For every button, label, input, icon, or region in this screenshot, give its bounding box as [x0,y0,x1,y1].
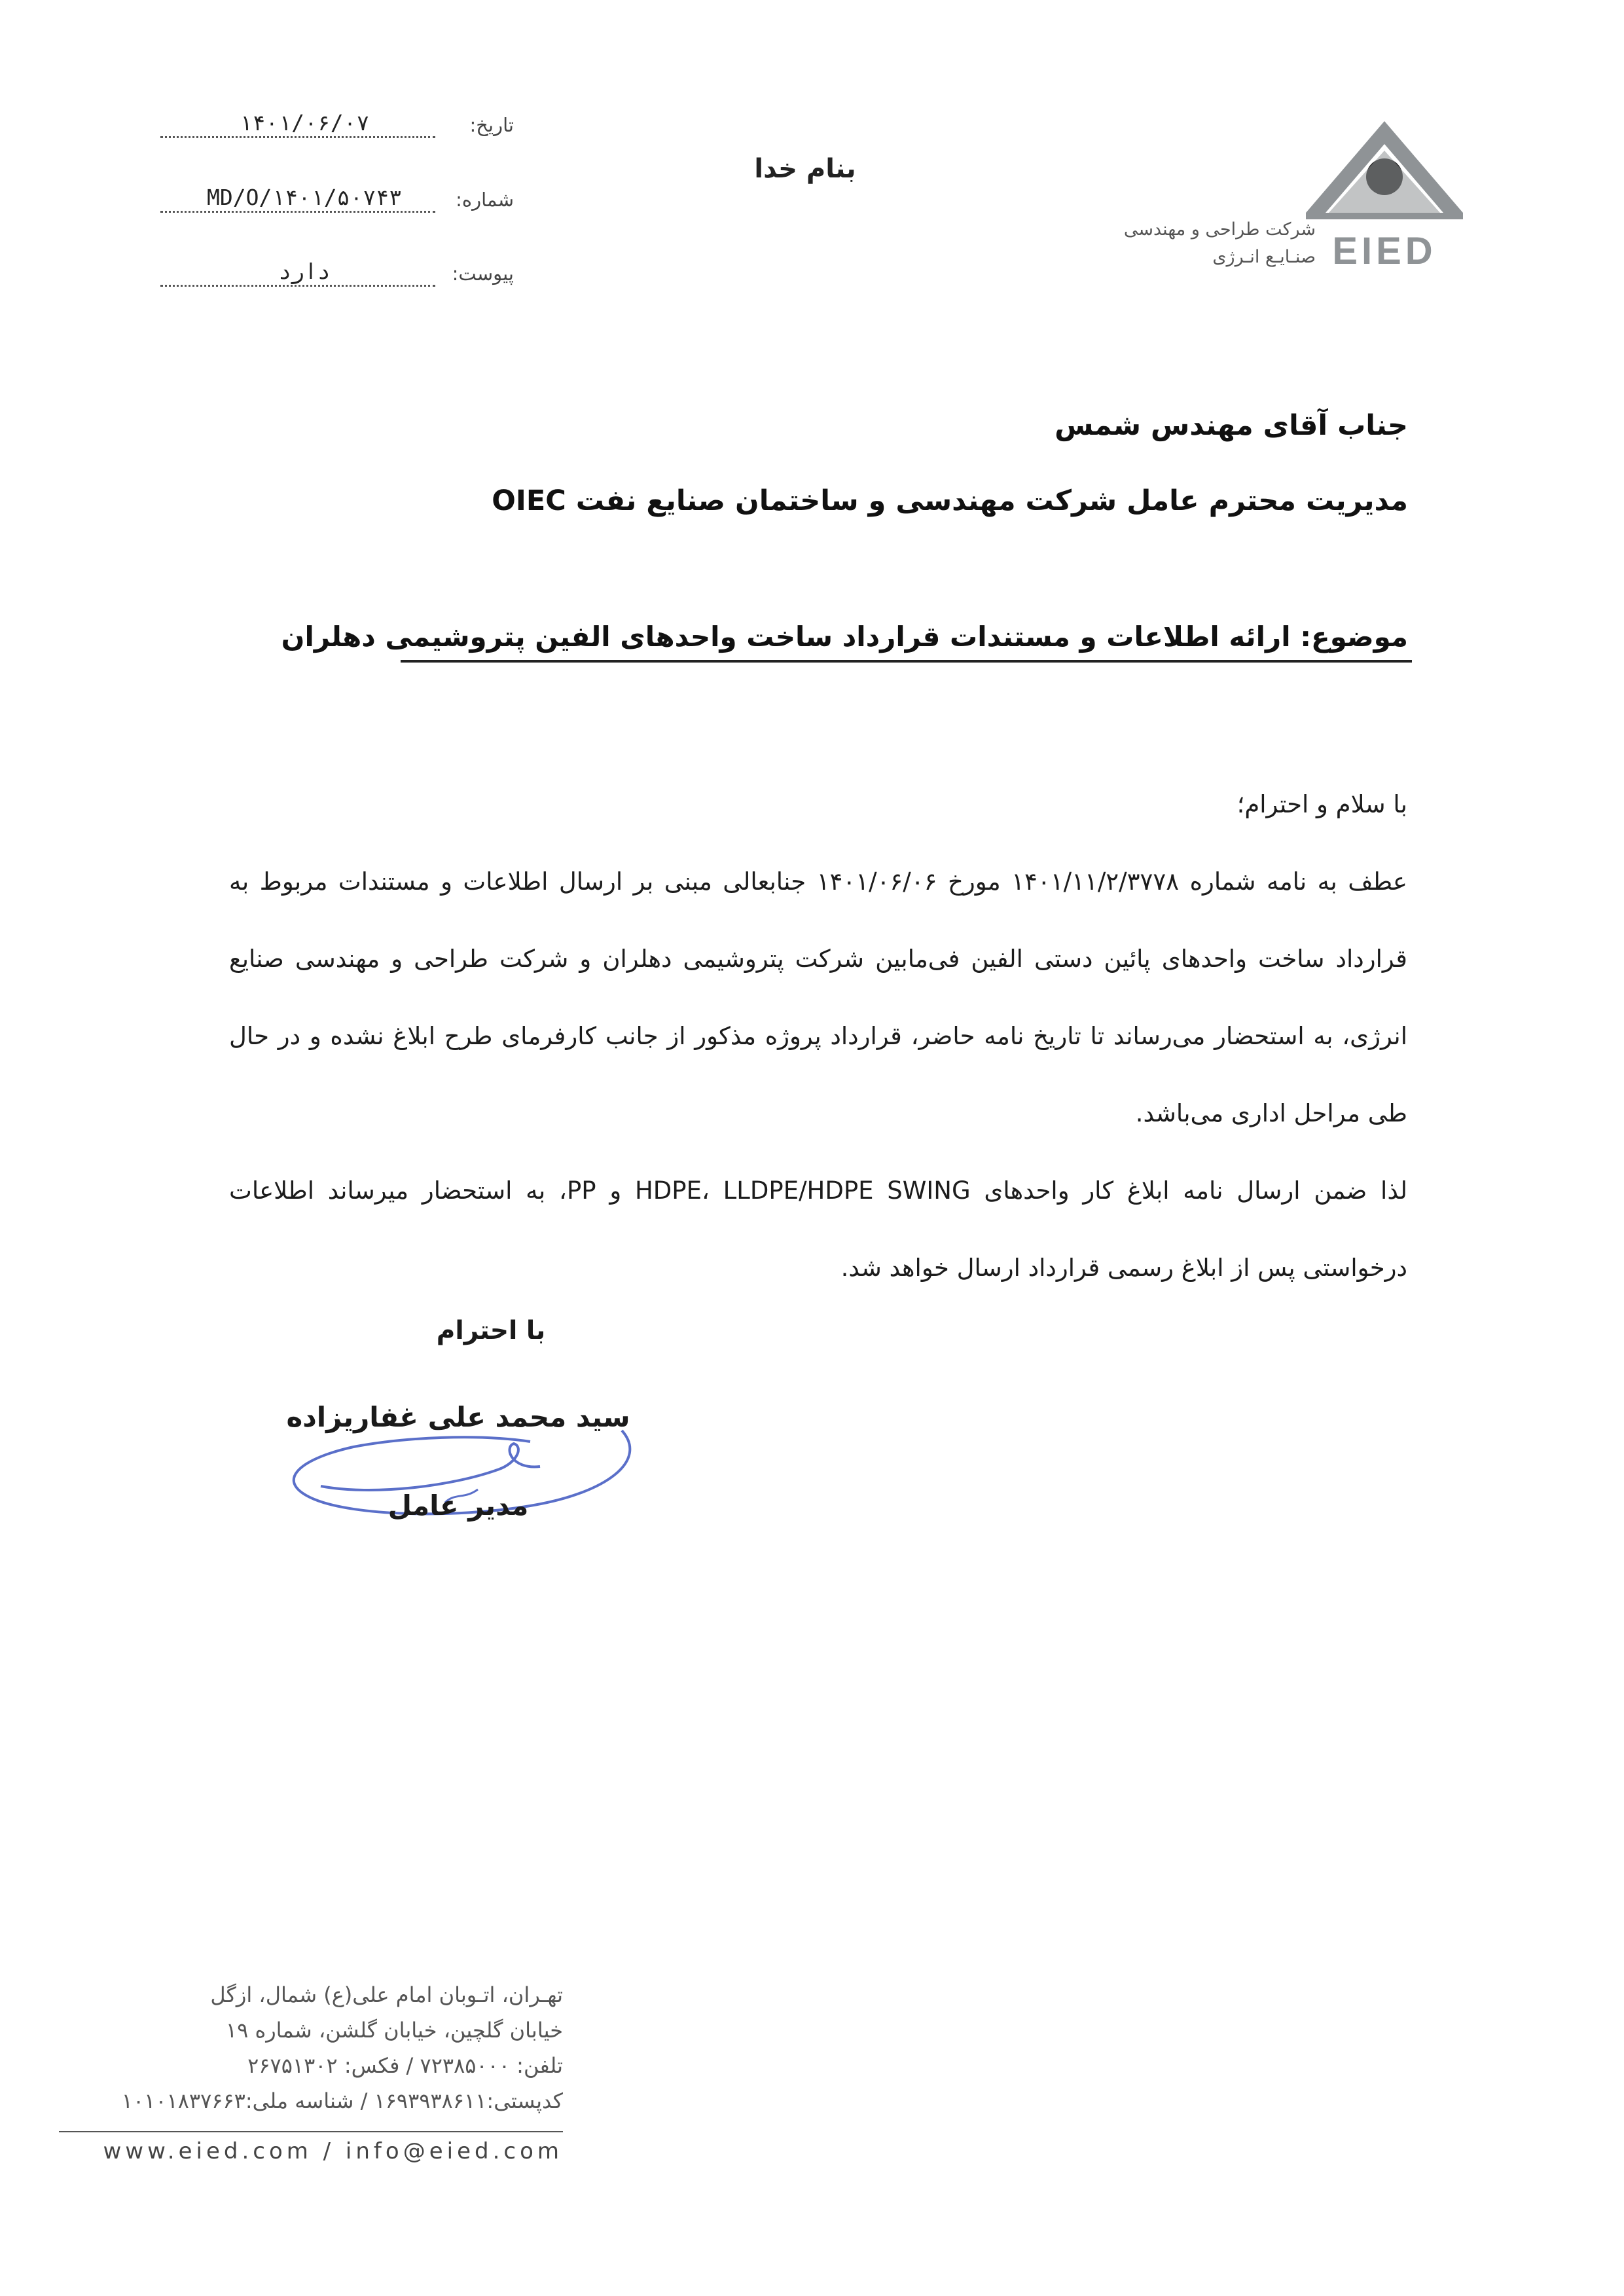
greeting: با سلام و احترام؛ [1236,790,1407,818]
basmala: بنام خدا [754,154,856,184]
footer-web: www.eied.com / info@eied.com [103,2138,563,2164]
letter-body [229,766,1407,1307]
footer-address-line1: تهـران، اتـوبان امام علی(ع) شمال، ازگل [210,1982,563,2007]
attachment-value: دارد [278,259,331,284]
subject-underline [401,660,1412,663]
footer-address [59,1977,563,2119]
company-name-line2: صنـایـع انـرژی [1212,247,1316,267]
eied-logo-icon [1303,115,1473,272]
company-name-line1: شرکت طراحی و مهندسی [1123,219,1316,240]
number-dotted-line [160,211,435,213]
date-label: تاریخ: [469,114,514,136]
footer-postal: کدپستی:۱۶۹۳۹۳۸۶۱۱ / شناسه ملی:۱۰۱۰۱۸۳۷۶۶۳ [121,2088,563,2113]
company-name [1123,216,1316,271]
date-value: ۱۴۰۱/۰۶/۰۷ [239,110,370,136]
body-paragraph-2: لذا ضمن ارسال نامه ابلاغ کار واحدهای HDPE، LLDPE/HDPE SWING و PP، به استحضار میرساند اطلاعات درخواستی پس از ابلاغ رسمی قرارداد ارسال خواهد شد. [229,1176,1408,1282]
attachment-field [160,259,514,298]
subject-line: موضوع: ارائه اطلاعات و مستندات قرارداد ساخت واحدهای الفین پتروشیمی دهلران [281,621,1408,653]
number-value: MD/O/۱۴۰۱/۵۰۷۴۳ [206,185,402,210]
date-dotted-line [160,136,435,138]
footer-phone: تلفن: ۷۲۳۸۵۰۰۰ / فکس: ۲۶۷۵۱۳۰۲ [247,2053,563,2078]
closing: با احترام [436,1316,546,1345]
signer-title: مدیر عامل [388,1489,529,1522]
signer-name: سید محمد علی غفاریزاده [286,1401,630,1433]
footer-address-line2: خیابان گلچین، خیابان گلشن، شماره ۱۹ [225,2018,563,2043]
date-field [160,110,514,149]
recipient-name: جناب آقای مهندس شمس [1055,409,1408,442]
attachment-dotted-line [160,285,435,287]
number-label: شماره: [456,189,514,211]
body-paragraph-1: عطف به نامه شماره ۱۴۰۱/۱۱/۲/۳۷۷۸ مورخ ۱۴۰۱/۰۶/۰۶ جنابعالی مبنی بر ارسال اطلاعات و مستندات مربوط به قرارداد ساخت واحدهای پائین دستی الفین فی‌مابین شرکت پتروشیمی دهلران و شرکت طراحی و مهندسی صنایع انرژی، به استحضار می‌رساند تا تاریخ نامه حاضر، قرارداد پروژه مذکور از جانب کارفرمای طرح ابلاغ نشده و در حال طی مراحل اداری می‌باشد. [229,867,1408,1127]
recipient-title: مدیریت محترم عامل شرکت مهندسی و ساختمان صنایع نفت OIEC [492,484,1408,517]
number-field [160,185,514,224]
footer-divider [59,2131,563,2132]
logo-text: EIED [1332,230,1437,272]
attachment-label: پیوست: [452,263,514,285]
